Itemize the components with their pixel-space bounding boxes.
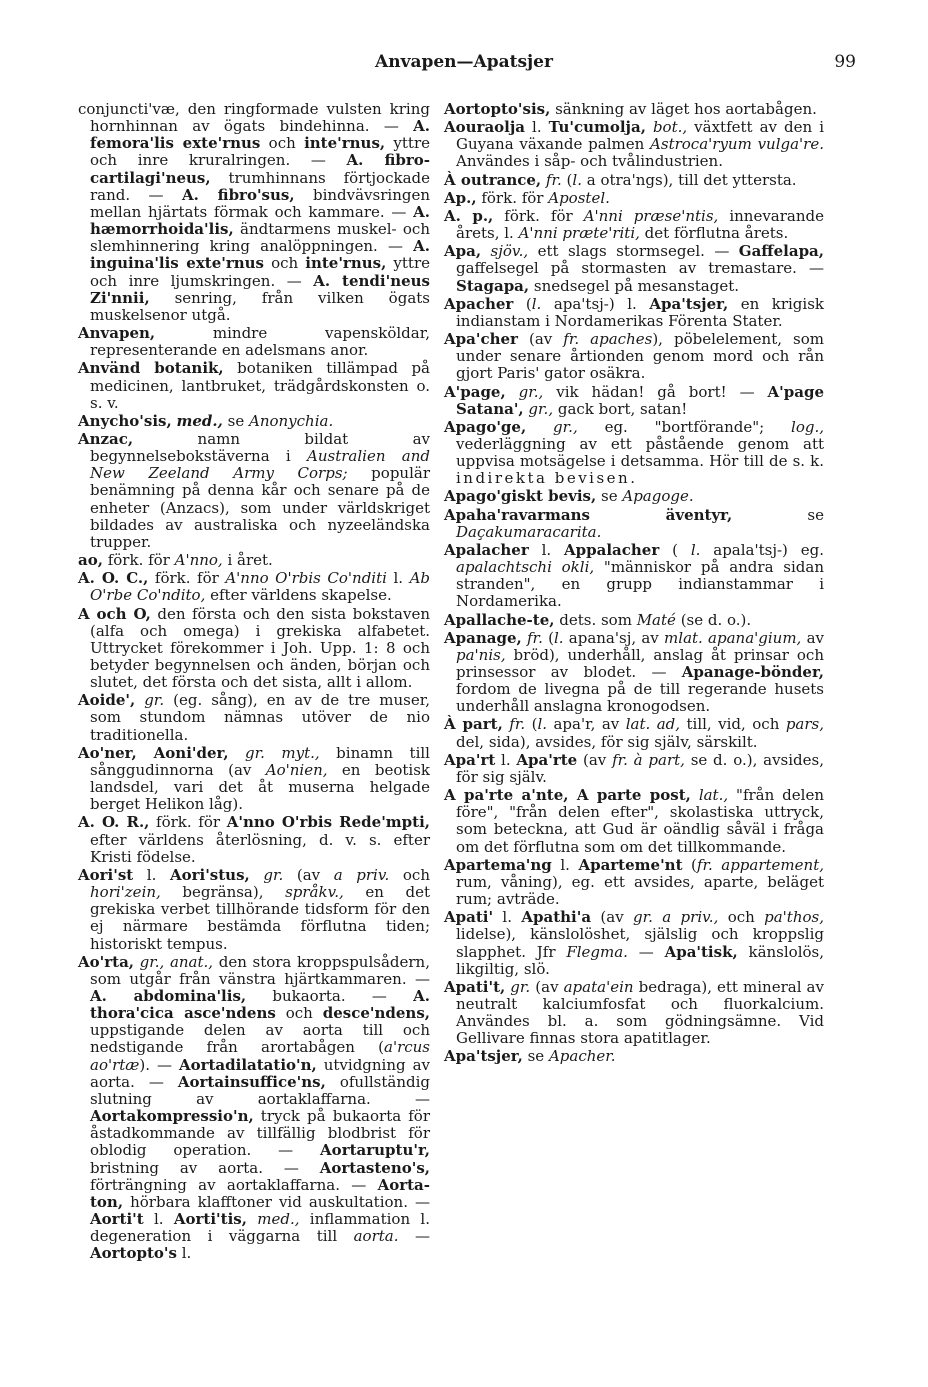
- dictionary-entry: [444, 296, 824, 330]
- entry-text: gr.: [510, 977, 531, 996]
- entry-text: se: [522, 1047, 549, 1066]
- entry-text: eg. "bortförande";: [577, 417, 792, 436]
- headword: A. hæmorrhoida'lis,: [90, 202, 430, 239]
- dictionary-entry: [444, 1048, 824, 1065]
- entry-text: (eg. sång), en av de tre muser, som stundom nämnas utöver de nio traditionella.: [90, 691, 430, 744]
- entry-text: populär benämning på denna kår och senare på de enheter (Anzacs), som under världskriget bildades av australiska och nyzeeländska trupper.: [90, 464, 430, 551]
- dictionary-entry: [78, 867, 430, 953]
- entry-text: i året.: [222, 551, 273, 570]
- dictionary-entry: [78, 101, 430, 324]
- entry-text: efter världens återlösning, d. v. s. efter Kristi födelse.: [90, 830, 430, 866]
- headword: À outrance,: [444, 170, 542, 189]
- headword: Appalacher: [564, 540, 660, 559]
- entry-text: ofullständig slutning av aortaklaffarna. —: [90, 1072, 431, 1108]
- entry-text: gr.: [144, 691, 165, 710]
- dictionary-entry: [444, 857, 824, 908]
- headword: Aortadilatatio'n,: [178, 1055, 317, 1074]
- dictionary-entry: [78, 692, 430, 743]
- entry-text: l.: [495, 750, 517, 769]
- entry-text: A'nni præse'ntis,: [583, 206, 719, 225]
- entry-text: Apostel.: [548, 188, 610, 207]
- entry-text: ett slags stormsegel. —: [528, 242, 739, 261]
- entry-text: fr. apaches: [563, 330, 653, 349]
- entry-text: A'nni præte'riti,: [518, 224, 640, 243]
- entry-text: l.: [690, 540, 701, 559]
- entry-text: conjuncti'væ, den ringformade vulsten kring hornhinnan av ögats bindehinna. —: [78, 100, 430, 136]
- entry-text: Ao'nien,: [265, 760, 328, 779]
- entry-text: ), pöbelelement, som under senare årtionden genom mord och rån gjort Paris' gator osäkra.: [456, 330, 824, 383]
- dictionary-entry: [444, 190, 824, 207]
- entry-text: vik hädan! gå bort! —: [543, 382, 768, 401]
- dictionary-entry: [444, 384, 824, 418]
- entry-text: pa'nis,: [456, 645, 506, 664]
- entry-text: (: [542, 628, 554, 647]
- headword: desce'ndens,: [322, 1004, 430, 1023]
- entry-text: l.: [572, 170, 582, 189]
- dictionary-entry: [444, 716, 824, 750]
- entry-text: (: [525, 715, 538, 734]
- entry-text: sjöv.,: [490, 242, 529, 261]
- headword: A. tendi'neus Zi'nnii,: [90, 271, 430, 307]
- entry-text: botaniken tillämpad på medicinen, lantbruket, trädgårdskonsten o. s. v.: [90, 359, 430, 412]
- headword: Gaffelapa,: [738, 242, 824, 261]
- entry-text: Anonychia.: [248, 411, 334, 430]
- entry-text: bindvävsringen mellan hjärtats förmak och kammare. —: [90, 185, 430, 221]
- entry-text: fr.: [527, 628, 543, 647]
- entry-text: Maté: [636, 610, 676, 629]
- entry-text: l.: [143, 1210, 174, 1228]
- dictionary-entry: [78, 552, 430, 569]
- entry-text: gr. a priv.,: [633, 908, 719, 927]
- entry-text: l.: [525, 118, 549, 137]
- entry-text: lat.,: [698, 786, 729, 805]
- entry-text: Ab O'rbe Co'ndito,: [90, 569, 430, 605]
- dictionary-entry: [444, 630, 824, 716]
- headword: A. abdomina'lis,: [90, 986, 247, 1005]
- entry-text: en krigisk indianstam i Nordamerikas Förenta Stater.: [456, 294, 824, 330]
- headword: Aortainsuffice'ns,: [177, 1072, 326, 1091]
- entry-text: bot.,: [652, 118, 688, 137]
- dictionary-entry: [444, 787, 824, 856]
- entry-text: vederläggning av ett påstående genom att uppvisa motsägelse i detsamma. Hör till de s. k.: [456, 434, 824, 471]
- entry-text: se: [732, 505, 824, 524]
- headword: A. fibro-cartilagi'neus,: [90, 151, 430, 187]
- headword: Apago'giskt bevis,: [444, 487, 597, 506]
- dictionary-entry: [444, 101, 824, 118]
- headword: Apa'tsjer,: [444, 1047, 523, 1066]
- entry-text: hori'zein,: [90, 883, 161, 902]
- headword: Apa'tisk,: [664, 942, 738, 961]
- entry-text: [646, 118, 653, 136]
- entry-text: innevarande årets, l.: [456, 206, 824, 243]
- entry-text: bröd), underhåll, anslag åt prinsar och prinsessor av blodet. —: [456, 645, 824, 681]
- entry-text: (: [561, 170, 573, 189]
- entry-text: pars,: [785, 715, 824, 734]
- headword: A. O. C.,: [78, 569, 149, 588]
- headword: A. femora'lis exte'rnus: [90, 117, 430, 153]
- headword: Tu'cumolja,: [548, 118, 646, 137]
- headword: A. p.,: [444, 206, 494, 225]
- entry-text: apalachtschi okli,: [456, 558, 595, 577]
- entry-text: apa'r, av: [547, 715, 626, 734]
- entry-text: namn bildat av begynnelsebokstäverna i: [90, 429, 430, 466]
- entry-text: l.: [553, 628, 564, 647]
- headword: Apartema'ng: [444, 855, 552, 874]
- headword: A pa'rte a'nte, A parte post,: [444, 786, 691, 805]
- entry-text: [250, 866, 264, 884]
- entry-text: känslolös, likgiltig, slö.: [456, 942, 825, 978]
- entry-text: l.: [133, 865, 170, 884]
- running-header: [60, 52, 868, 78]
- entry-text: (: [513, 294, 532, 313]
- entry-text: mindre vapensköldar, representerande en adelsmans anor.: [90, 324, 430, 360]
- entry-text: yttre och inre kruralringen. —: [90, 134, 430, 170]
- entry-text: det förflutna årets.: [639, 224, 789, 243]
- entry-text: apata'ein: [563, 977, 634, 996]
- entry-text: —: [627, 942, 665, 961]
- dictionary-entry: [444, 979, 824, 1048]
- entry-text: apa'tsj-) l.: [541, 294, 650, 313]
- dictionary-entry: [78, 954, 430, 1263]
- headword: Aorti't: [90, 1210, 144, 1228]
- entry-text: och: [389, 865, 430, 884]
- entry-text: A'nno,: [174, 551, 223, 570]
- entry-text: Astroca'ryum vulga're.: [650, 135, 824, 154]
- entry-text: förk. för: [102, 551, 175, 570]
- headword: Aorti'tis,: [173, 1210, 247, 1228]
- headword: A'page Satana',: [456, 382, 824, 418]
- entry-text: (av: [591, 908, 634, 927]
- entry-text: av: [801, 628, 824, 647]
- entry-text: mlat. apana'gium,: [664, 628, 802, 647]
- entry-text: [526, 418, 553, 436]
- headword: Apaha'ravarmans äventyr,: [444, 505, 733, 524]
- entry-text: pa'thos,: [764, 908, 824, 927]
- entry-text: a'rcus ao'rtæ: [90, 1038, 430, 1074]
- entry-text: och: [275, 1004, 323, 1023]
- headword: inte'rnus,: [305, 254, 387, 273]
- entry-text: —: [398, 1227, 430, 1246]
- entry-text: binamn till sånggudinnorna (av: [90, 743, 430, 779]
- headword: Aortakompressio'n,: [90, 1107, 254, 1126]
- entry-text: en det grekiska verbet tillhörande tidsform för den ej närmare bestämda förflutna tiden; historiskt tempus.: [90, 883, 430, 953]
- headword: Aouraolja: [444, 118, 526, 137]
- headword: A'page,: [444, 382, 506, 401]
- entry-text: l.: [528, 540, 565, 559]
- entry-text: log.,: [791, 417, 824, 436]
- entry-text: [481, 242, 490, 260]
- entry-text: utvidgning av aorta. —: [90, 1055, 430, 1091]
- dictionary-entry: [444, 208, 824, 242]
- headword: Aori'stus,: [169, 865, 250, 884]
- entry-text: ändtarmens muskel- och slemhinnering kring analöppningen. —: [90, 220, 430, 256]
- entry-text: begränsa),: [160, 883, 286, 902]
- page-number: 99: [834, 52, 856, 72]
- entry-text: [506, 383, 519, 401]
- entry-text: med.,: [176, 411, 223, 430]
- headword: Anvapen,: [78, 324, 156, 343]
- entry-text: [135, 691, 144, 709]
- headword: Aorta-ton,: [90, 1175, 430, 1211]
- right-column: [444, 101, 824, 1067]
- entry-text: fr.: [545, 170, 562, 189]
- headword: Ao'rta,: [78, 952, 135, 971]
- entry-text: förk. för: [148, 569, 226, 588]
- entry-text: l.: [386, 569, 410, 588]
- entry-text: inflammation l. degeneration i väggarna till: [90, 1210, 430, 1246]
- entry-text: (se d. o.).: [675, 610, 752, 629]
- headword: Apathi'a: [521, 908, 592, 927]
- dictionary-entry: [78, 360, 430, 411]
- entry-text: gr.,: [528, 399, 554, 418]
- entry-text: bukaorta. —: [246, 986, 414, 1005]
- headword: Apa'tsjer,: [649, 294, 729, 313]
- entry-text: trumhinnans förtjockade rand. —: [90, 168, 430, 204]
- headword: Ao'ner, Aoni'der,: [78, 743, 229, 762]
- headword: Använd botanik,: [78, 359, 224, 378]
- entry-text: "från delen före", "från delen efter", skolastiska uttryck, som beteckna, att Gud är oändlig såväl i fråga om det förflutna som om det tillkommande.: [456, 786, 824, 856]
- entry-text: en beotisk landsdel, vari det åt muserna helgade berget Helikon låg).: [90, 760, 430, 814]
- headword: Ap.,: [444, 188, 477, 207]
- entry-text: tryck på bukaorta för åstadkommande av tillfällig blodbrist för oblodig operation. —: [90, 1107, 430, 1160]
- headword: Aortopto's: [90, 1244, 177, 1263]
- entry-text: rum, våning), eg. ett avsides, aparte, beläget rum; avträde.: [456, 872, 824, 909]
- headword: Apa'rt: [444, 750, 496, 769]
- headword: Apati't,: [444, 977, 506, 996]
- entry-text: del, sida), avsides, för sig själv, särskilt.: [456, 732, 758, 751]
- entry-text: efter världens skapelse.: [205, 586, 392, 605]
- headword: Aortasteno's,: [319, 1158, 430, 1177]
- entry-text: (: [682, 855, 697, 874]
- entry-text: A'nno O'rbis Co'nditi: [225, 569, 387, 588]
- headword: inte'rnus,: [304, 134, 386, 153]
- entry-text: apala'tsj-) eg.: [700, 540, 824, 559]
- headword: A. fibro'sus,: [181, 185, 295, 204]
- entry-text: "människor på andra sidan stranden", en grupp indianstammar i Nordamerika.: [456, 558, 825, 611]
- entry-text: till, vid, och: [680, 715, 786, 734]
- entry-text: senring, från vilken ögats muskelsenor utgå.: [90, 288, 430, 324]
- entry-text: fr. à part,: [612, 750, 685, 769]
- entry-text: a priv.: [333, 865, 390, 884]
- headword: Apati': [444, 908, 494, 927]
- entry-text: a otra'ngs), till det yttersta.: [581, 170, 797, 189]
- entry-text: [229, 744, 245, 762]
- entry-text: Apagoge.: [622, 487, 694, 506]
- entry-text: språkv.,: [285, 883, 344, 902]
- entry-text: (av: [577, 750, 613, 769]
- entry-text: förk. för: [493, 206, 584, 225]
- entry-text: Daçakumaracarita.: [456, 522, 602, 541]
- headword: Aparteme'nt: [578, 855, 683, 874]
- entry-text: och: [260, 134, 305, 153]
- entry-text: l.: [176, 1244, 192, 1263]
- headword: Apago'ge,: [444, 417, 527, 436]
- left-column: [78, 101, 430, 1263]
- entry-text: se d. o.), avsides, för sig själv.: [456, 750, 824, 786]
- entry-text: (: [659, 540, 691, 559]
- dictionary-entry: [78, 745, 430, 814]
- entry-text: växtfett av den i Guyana växande palmen: [456, 118, 824, 154]
- entry-text: gr.,: [553, 417, 578, 436]
- headword: Apa'rte: [516, 750, 578, 769]
- entry-text: Flegma.: [566, 942, 628, 961]
- dictionary-entry: [78, 570, 430, 604]
- entry-text: [691, 786, 699, 804]
- entry-text: fr.: [509, 715, 526, 734]
- entry-text: hörbara klafftoner vid auskultation. —: [123, 1192, 430, 1211]
- entry-text: l.: [551, 855, 579, 874]
- dictionary-entry: [444, 243, 824, 294]
- headword: Aori'st: [78, 865, 134, 884]
- entry-text: indirekta bevisen.: [456, 469, 638, 488]
- dictionary-entry: [78, 413, 430, 430]
- headword: Stagapa,: [456, 276, 530, 295]
- headword: Apacher: [444, 294, 514, 313]
- entry-text: förträngning av aortaklaffarna. —: [90, 1175, 378, 1194]
- entry-text: lidelse), känslolöshet, själslig och kroppslig slapphet. Jfr: [456, 925, 824, 961]
- headword: Apanage,: [444, 628, 522, 647]
- dictionary-entry: [78, 431, 430, 551]
- entry-text: bedraga), ett mineral av neutralt kalciumfosfat och fluorkalcium. Användes bl. a. som gödningsämne. Vid Gellivare finnas stora apatitlager.: [456, 977, 824, 1048]
- entry-text: fr. appartement,: [696, 855, 824, 874]
- headword: Anzac,: [78, 429, 134, 448]
- entry-text: l.: [531, 294, 542, 313]
- entry-text: snedsegel på mesanstaget.: [529, 276, 740, 295]
- entry-text: Australien and New Zeeland Army Corps;: [90, 447, 430, 483]
- entry-text: den stora kroppspulsådern, som utgår från vänstra hjärtkammaren. —: [90, 952, 430, 988]
- entry-text: förk. för: [149, 813, 227, 832]
- entry-text: Apacher.: [548, 1047, 616, 1066]
- entry-text: se: [222, 411, 249, 430]
- dictionary-entry: [444, 542, 824, 611]
- page-title: Anvapen—Apatsjer: [375, 52, 553, 72]
- headword: A'nno O'rbis Rede'mpti,: [226, 813, 431, 832]
- entry-text: Användes i såp- och tvålindustrien.: [456, 152, 723, 171]
- headword: Apallache-te,: [444, 610, 555, 629]
- dictionary-entry: [444, 612, 824, 629]
- dictionary-entry: [78, 814, 430, 865]
- entry-text: fordom de livegna på de till regerande husets underhåll anslagna kronogodsen.: [456, 680, 824, 716]
- dictionary-entry: [444, 488, 824, 505]
- headword: A. O. R.,: [78, 813, 150, 832]
- headword: A. inguina'lis exte'rnus: [90, 237, 430, 273]
- entry-text: och: [264, 254, 306, 273]
- dictionary-entry: [444, 752, 824, 786]
- entry-text: gr.: [263, 865, 284, 884]
- headword: Anycho'sis,: [78, 411, 172, 430]
- entry-text: med.,: [257, 1210, 300, 1228]
- dictionary-entry: [444, 331, 824, 382]
- headword: ao,: [78, 551, 103, 570]
- entry-text: gr.,: [518, 382, 544, 401]
- entry-text: gaffelsegel på stormasten av tremastare. —: [456, 259, 824, 278]
- entry-text: aorta.: [353, 1227, 399, 1246]
- headword: A och O,: [78, 604, 151, 623]
- dictionary-entry: [444, 507, 824, 541]
- entry-text: se: [596, 487, 623, 506]
- headword: Aortaruptu'r,: [320, 1141, 430, 1160]
- entry-text: gack bort, satan!: [553, 399, 688, 418]
- entry-text: lat. ad,: [625, 715, 681, 734]
- headword: A. thora'cica asce'ndens: [90, 986, 430, 1023]
- entry-text: uppstigande delen av aorta till och nedstigande från arortabågen (: [90, 1021, 430, 1057]
- entry-text: sänkning av läget hos aortabågen.: [550, 100, 817, 118]
- dictionary-entry: [444, 909, 824, 978]
- headword: Aoide',: [78, 691, 136, 710]
- entry-text: l.: [493, 908, 522, 927]
- entry-text: yttre och inre ljumskringen. —: [90, 254, 430, 290]
- entry-text: apana'sj, av: [563, 628, 665, 647]
- dictionary-entry: [444, 172, 824, 189]
- dictionary-entry: [444, 119, 824, 170]
- entry-text: bristning av aorta. —: [90, 1158, 320, 1177]
- headword: Apa'cher: [444, 330, 518, 349]
- entry-text: dets. som: [554, 610, 637, 629]
- headword: Apanage-bönder,: [681, 663, 824, 681]
- dictionary-entry: [444, 419, 824, 488]
- entry-text: ). —: [139, 1055, 179, 1074]
- entry-text: gr., anat.,: [139, 952, 214, 971]
- entry-text: (av: [530, 977, 564, 996]
- entry-text: (av: [517, 330, 564, 349]
- entry-text: och: [718, 908, 765, 927]
- headword: Aortopto'sis,: [444, 100, 551, 118]
- dictionary-entry: [78, 325, 430, 359]
- entry-text: (av: [283, 865, 334, 884]
- headword: Apalacher: [444, 540, 529, 559]
- headword: À part,: [444, 715, 503, 734]
- headword: Apa,: [444, 242, 482, 261]
- entry-text: [247, 1210, 257, 1228]
- entry-text: den första och den sista bokstaven (alfa och omega) i grekiska alfabetet. Uttrycket förekommer i Joh. Upp. 1: 8 och betyder begynnelsen och änden, början och slutet, det första och det sista, allt i allom.: [90, 604, 431, 692]
- entry-text: förk. för: [476, 188, 549, 207]
- entry-text: gr. myt.,: [245, 743, 320, 762]
- dictionary-entry: [78, 606, 430, 692]
- entry-text: l.: [537, 715, 548, 734]
